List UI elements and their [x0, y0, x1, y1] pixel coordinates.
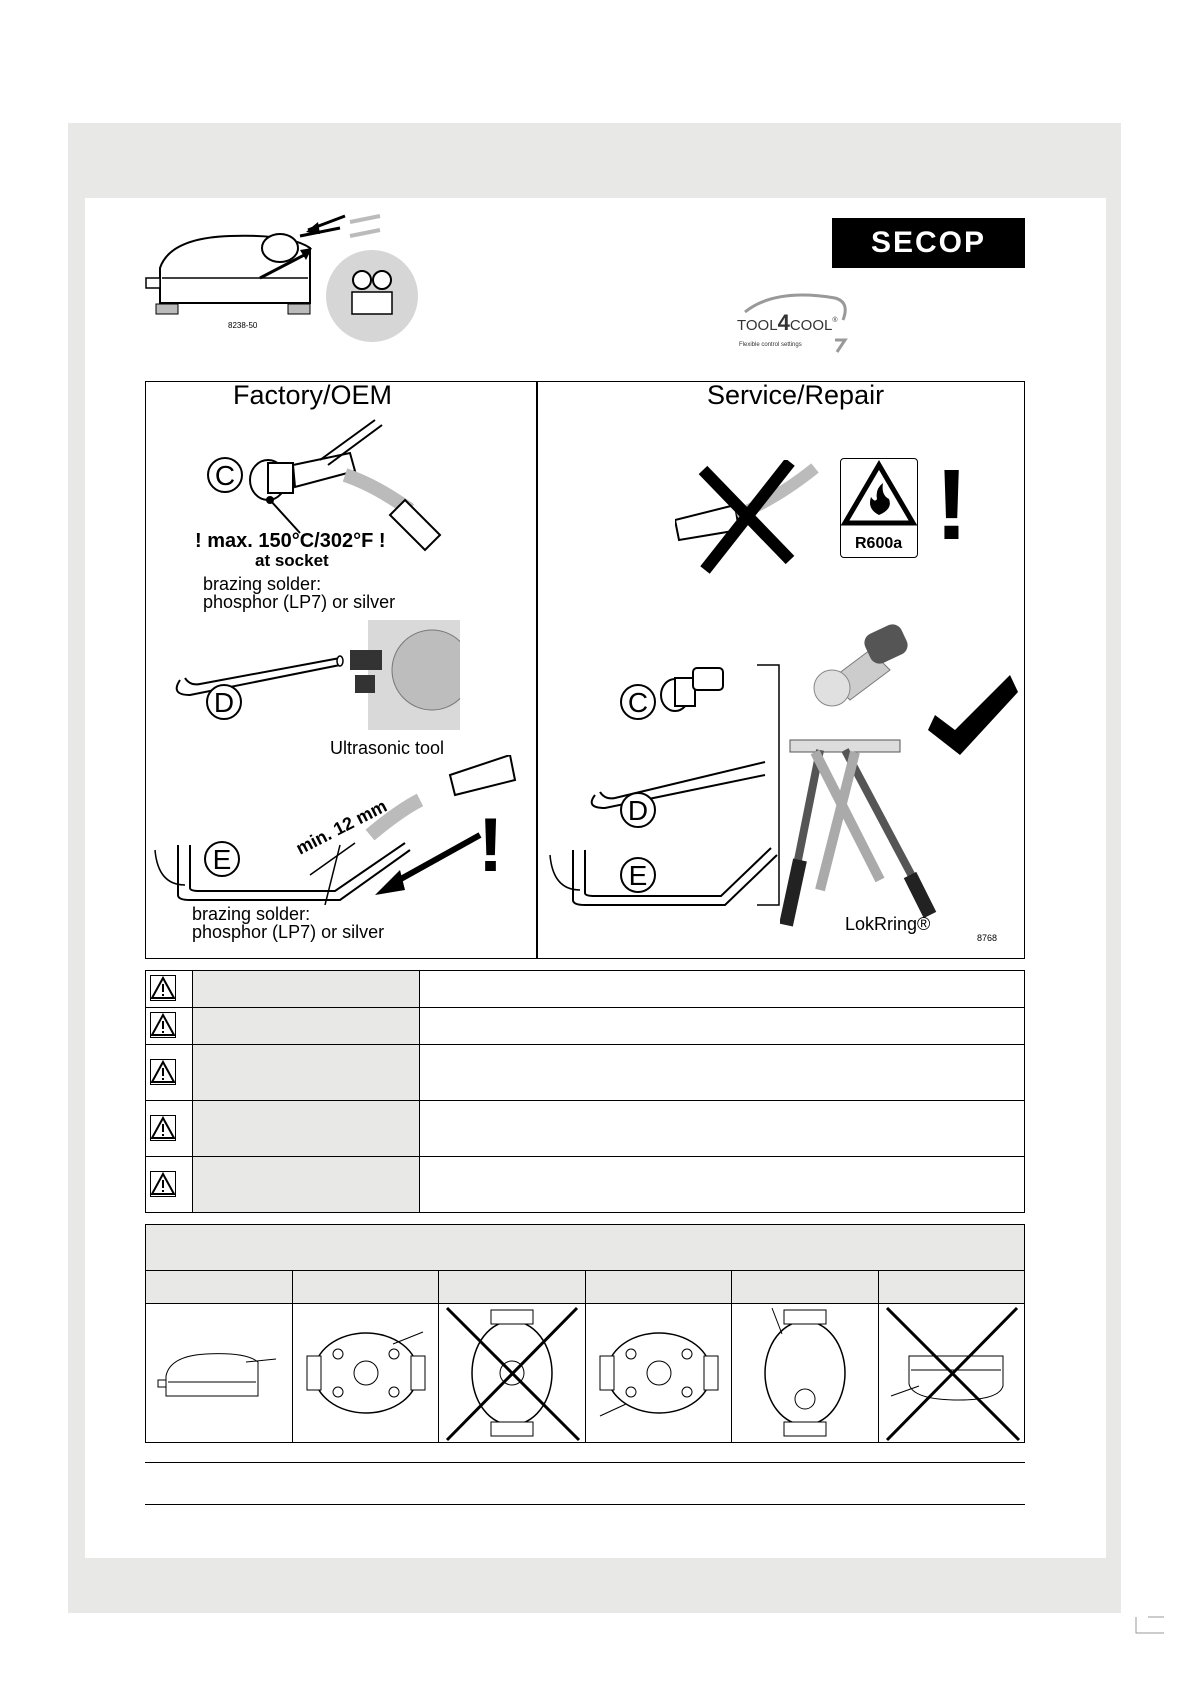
- mounting-upside-down-not-allowed: [879, 1304, 1025, 1443]
- warning-row: [146, 1101, 1024, 1157]
- warning-icon-cell: [146, 1008, 193, 1044]
- mounting-top-ok: [293, 1304, 440, 1443]
- refrigerant-label: R600a: [855, 535, 903, 552]
- secop-logo: [832, 218, 1025, 268]
- panel-divider: [536, 381, 538, 959]
- factory-d-label: D: [213, 687, 235, 718]
- min-distance-label: min. 12 mm: [292, 795, 391, 859]
- mounting-col-header: [879, 1271, 1025, 1303]
- figure-code-8238: 8238-50: [228, 321, 258, 330]
- warning-label-cell: [193, 1157, 420, 1212]
- mounting-col-header: [439, 1271, 586, 1303]
- warning-icon-cell: [146, 1101, 193, 1156]
- compressor-vertical-crossed-icon: [439, 1304, 585, 1443]
- warning-label-cell: [193, 1008, 420, 1044]
- warning-icon-cell: [146, 971, 193, 1007]
- mounting-vertical-ok: [732, 1304, 879, 1443]
- factory-e-label: E: [212, 844, 232, 875]
- warning-label-cell: [193, 971, 420, 1007]
- warning-row: [146, 1008, 1024, 1045]
- warning-triangle-icon: [150, 1171, 176, 1197]
- secop-logo-text: SECOP: [870, 226, 987, 259]
- tool4cool-text: TOOL4COOL®: [737, 310, 838, 335]
- compressor-top-icon: [293, 1304, 439, 1443]
- mounting-col-header: [586, 1271, 733, 1303]
- factory-c-label: C: [214, 460, 236, 491]
- warning-triangle-icon: [150, 1059, 176, 1085]
- warning-text-cell: [420, 1101, 1024, 1156]
- brazing-note-2b: phosphor (LP7) or silver: [192, 922, 385, 942]
- mounting-subheader: [146, 1271, 1024, 1304]
- compressor-top-rotated-icon: [586, 1304, 732, 1443]
- warning-text-cell: [420, 1157, 1024, 1212]
- temp-warning-sub: at socket: [255, 551, 329, 570]
- warning-triangle-icon: [150, 975, 176, 1001]
- service-c-label: C: [627, 687, 649, 718]
- service-exclamation: !: [935, 449, 969, 561]
- service-figure-code: 8768: [977, 933, 998, 943]
- mounting-vertical-not-allowed: [439, 1304, 586, 1443]
- warnings-table: [145, 970, 1025, 1213]
- footer-rule-2: [145, 1504, 1025, 1505]
- flammable-icon: [841, 459, 919, 529]
- mounting-col-header: [732, 1271, 879, 1303]
- warning-icon-cell: [146, 1045, 193, 1100]
- brazing-note-2a: brazing solder:: [192, 904, 311, 924]
- mounting-header: [146, 1225, 1024, 1271]
- ultrasonic-tool-label: Ultrasonic tool: [330, 738, 445, 758]
- brazing-note-1a: brazing solder:: [203, 574, 322, 594]
- service-title: Service/Repair: [707, 380, 885, 410]
- service-no-brazing-illustration: [675, 460, 835, 575]
- mounting-top-rotated-ok: [586, 1304, 733, 1443]
- warning-row: [146, 971, 1024, 1008]
- compressor-vertical-icon: [732, 1304, 878, 1443]
- warning-row: [146, 1045, 1024, 1101]
- mounting-col-header: [146, 1271, 293, 1303]
- warning-triangle-icon: [150, 1115, 176, 1141]
- temp-warning: ! max. 150°C/302°F !: [195, 530, 386, 552]
- warning-triangle-icon: [150, 1012, 176, 1038]
- mounting-col-header: [293, 1271, 440, 1303]
- warning-text-cell: [420, 1008, 1024, 1044]
- warning-row: [146, 1157, 1024, 1212]
- compressor-side-icon: [146, 1304, 292, 1443]
- warning-icon-cell: [146, 1157, 193, 1212]
- compressor-upside-down-crossed-icon: [879, 1304, 1025, 1443]
- mounting-images-row: [146, 1304, 1024, 1443]
- warning-label-cell: [193, 1101, 420, 1156]
- footer-rule-1: [145, 1462, 1025, 1463]
- tool4cool-tagline: Flexible control settings: [739, 342, 802, 348]
- page-corner-mark: [1134, 1615, 1166, 1635]
- warning-text-cell: [420, 971, 1024, 1007]
- factory-d-illustration: [160, 620, 460, 730]
- factory-e-illustration: [150, 755, 530, 905]
- brazing-note-1b: phosphor (LP7) or silver: [203, 592, 396, 612]
- flammable-sign: [840, 458, 918, 558]
- tool4cool-logo: [735, 290, 855, 362]
- service-parts-illustration: [545, 660, 785, 910]
- service-e-label: E: [628, 860, 648, 891]
- mounting-horizontal-ok: [146, 1304, 293, 1443]
- lokring-tools-illustration: [780, 620, 1025, 950]
- warning-label-cell: [193, 1045, 420, 1100]
- factory-title: Factory/OEM: [233, 380, 393, 410]
- factory-exclamation: !: [478, 803, 504, 888]
- compressor-service-figure: [140, 208, 420, 348]
- warning-text-cell: [420, 1045, 1024, 1100]
- mounting-table: [145, 1224, 1025, 1443]
- service-d-label: D: [627, 795, 649, 826]
- lokring-label: LokRring®: [845, 914, 931, 934]
